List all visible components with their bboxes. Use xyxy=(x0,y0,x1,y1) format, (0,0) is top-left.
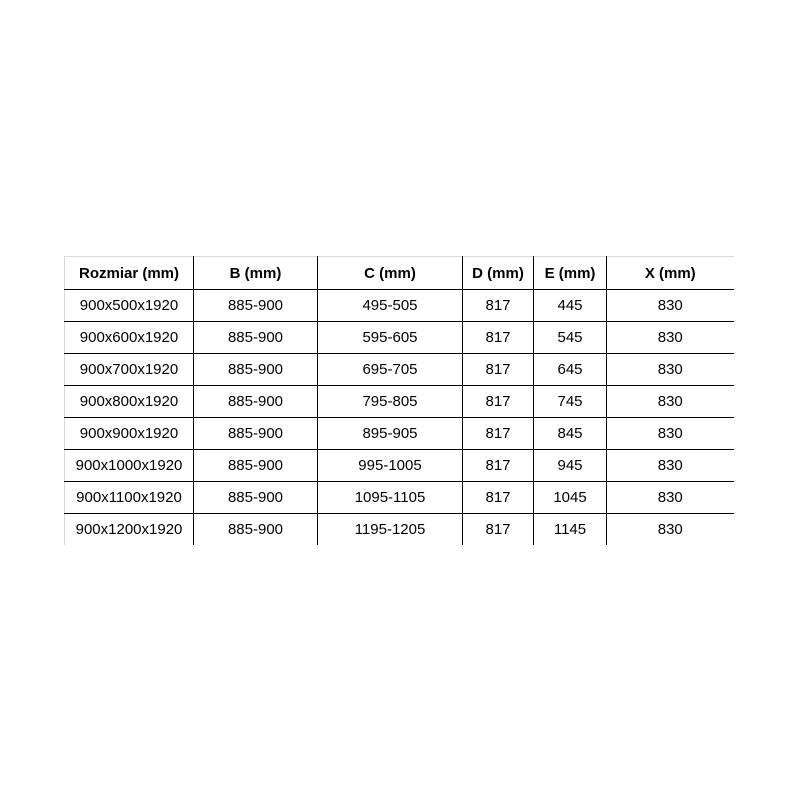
table-cell: 817 xyxy=(463,450,534,482)
table-cell: 845 xyxy=(534,418,607,450)
table-cell: 595-605 xyxy=(318,322,463,354)
table-cell: 1195-1205 xyxy=(318,514,463,546)
table-cell: 885-900 xyxy=(194,354,318,386)
table-cell: 830 xyxy=(607,322,734,354)
table-cell: 900x1200x1920 xyxy=(65,514,194,546)
table-cell: 945 xyxy=(534,450,607,482)
table-cell: 495-505 xyxy=(318,290,463,322)
table-cell: 830 xyxy=(607,386,734,418)
table-cell: 885-900 xyxy=(194,322,318,354)
table-cell: 885-900 xyxy=(194,418,318,450)
table-cell: 817 xyxy=(463,290,534,322)
table-cell: 1145 xyxy=(534,514,607,546)
table-cell: 885-900 xyxy=(194,386,318,418)
table-cell: 995-1005 xyxy=(318,450,463,482)
table-cell: 830 xyxy=(607,514,734,546)
table-cell: 900x700x1920 xyxy=(65,354,194,386)
table-row xyxy=(65,418,734,450)
table-cell: 695-705 xyxy=(318,354,463,386)
table-row xyxy=(65,482,734,514)
table-row xyxy=(65,450,734,482)
table-row xyxy=(65,514,734,546)
table-cell: 545 xyxy=(534,322,607,354)
column-header: Rozmiar (mm) xyxy=(65,257,194,290)
table-body xyxy=(65,290,734,546)
table-row xyxy=(65,290,734,322)
table-cell: 830 xyxy=(607,450,734,482)
table-row xyxy=(65,354,734,386)
column-header: X (mm) xyxy=(607,257,734,290)
column-header: D (mm) xyxy=(463,257,534,290)
product-dimensions-table xyxy=(64,256,734,545)
table-cell: 1095-1105 xyxy=(318,482,463,514)
table-cell: 830 xyxy=(607,418,734,450)
column-header: B (mm) xyxy=(194,257,318,290)
table-cell: 645 xyxy=(534,354,607,386)
table-cell: 817 xyxy=(463,322,534,354)
table-cell: 745 xyxy=(534,386,607,418)
table-cell: 885-900 xyxy=(194,482,318,514)
header-row xyxy=(65,257,734,290)
table-cell: 900x1100x1920 xyxy=(65,482,194,514)
column-header: C (mm) xyxy=(318,257,463,290)
table-row xyxy=(65,386,734,418)
table-cell: 900x900x1920 xyxy=(65,418,194,450)
table-cell: 885-900 xyxy=(194,514,318,546)
table-cell: 900x600x1920 xyxy=(65,322,194,354)
table-cell: 445 xyxy=(534,290,607,322)
table-cell: 817 xyxy=(463,386,534,418)
table-cell: 895-905 xyxy=(318,418,463,450)
table-cell: 817 xyxy=(463,418,534,450)
table-cell: 795-805 xyxy=(318,386,463,418)
table-cell: 1045 xyxy=(534,482,607,514)
table-cell: 830 xyxy=(607,354,734,386)
table-cell: 817 xyxy=(463,514,534,546)
table-row xyxy=(65,322,734,354)
table-cell: 817 xyxy=(463,482,534,514)
column-header: E (mm) xyxy=(534,257,607,290)
table-cell: 885-900 xyxy=(194,290,318,322)
table-cell: 830 xyxy=(607,482,734,514)
table-header xyxy=(65,257,734,290)
table-cell: 900x500x1920 xyxy=(65,290,194,322)
table-cell: 885-900 xyxy=(194,450,318,482)
table-cell: 900x1000x1920 xyxy=(65,450,194,482)
table-cell: 830 xyxy=(607,290,734,322)
table-cell: 817 xyxy=(463,354,534,386)
table-cell: 900x800x1920 xyxy=(65,386,194,418)
